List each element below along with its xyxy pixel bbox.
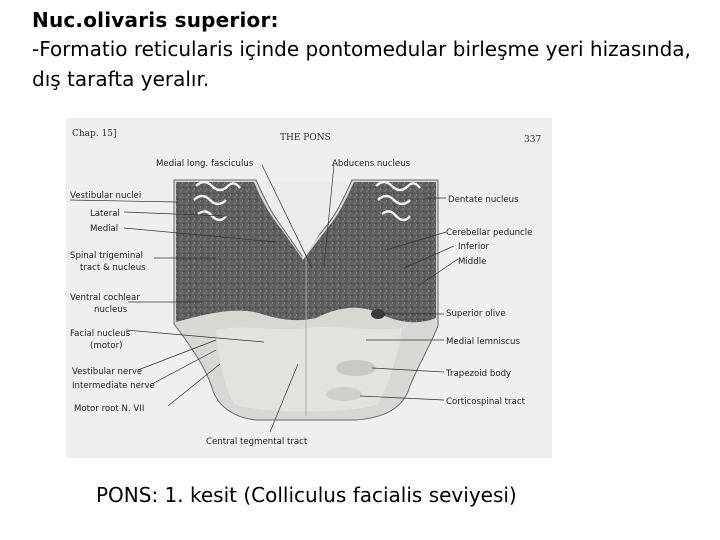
label-vestibular-nerve: Vestibular nerve	[72, 367, 143, 377]
label-spinal-trigeminal-1: Spinal trigeminal	[70, 251, 144, 261]
label-cerebellar-peduncle: Cerebellar peduncle	[446, 228, 533, 238]
corticospinal-mark	[326, 387, 362, 401]
label-central-tegmental-tract: Central tegmental tract	[206, 437, 308, 447]
slide-subtitle: -Formatio reticularis içinde pontomedular birleşme yeri hizasında, dış tarafta yeralır.	[32, 37, 691, 91]
figure-header-chapter: Chap. 15]	[72, 129, 117, 139]
label-facial-nucleus-2: (motor)	[90, 341, 123, 351]
label-ventral-cochlear-1: Ventral cochlear	[70, 293, 140, 303]
label-medial: Medial	[90, 224, 119, 234]
label-spinal-trigeminal-2: tract & nucleus	[80, 263, 146, 273]
label-middle: Middle	[458, 257, 487, 267]
label-vestibular-nuclei: Vestibular nuclei	[70, 191, 142, 201]
label-superior-olive: Superior olive	[446, 309, 506, 319]
label-corticospinal-tract: Corticospinal tract	[446, 397, 525, 407]
label-lateral: Lateral	[90, 209, 120, 219]
figure-header-page: 337	[524, 135, 542, 145]
label-dentate-nucleus: Dentate nucleus	[448, 195, 519, 205]
label-facial-nucleus-1: Facial nucleus	[70, 329, 131, 339]
label-ventral-cochlear-2: nucleus	[94, 305, 128, 315]
label-abducens-nucleus: Abducens nucleus	[332, 159, 411, 169]
figure-caption: PONS: 1. kesit (Colliculus facialis seviyesi)	[96, 483, 517, 507]
label-motor-root: Motor root N. VII	[74, 404, 145, 414]
label-inferior: Inferior	[458, 242, 490, 252]
label-trapezoid-body: Trapezoid body	[446, 369, 512, 379]
pons-section-figure	[66, 118, 552, 458]
label-intermediate-nerve: Intermediate nerve	[72, 381, 155, 391]
label-medial-lemniscus: Medial lemniscus	[446, 337, 520, 347]
superior-olive-mark	[371, 309, 385, 319]
figure-header-title: THE PONS	[280, 133, 331, 143]
pons-section-diagram	[66, 118, 552, 458]
label-medial-long-fasciculus: Medial long. fasciculus	[156, 159, 254, 169]
trapezoid-body-mark	[336, 360, 376, 376]
slide-title: Nuc.olivaris superior:	[32, 8, 279, 32]
pons-cross-section	[174, 180, 438, 420]
